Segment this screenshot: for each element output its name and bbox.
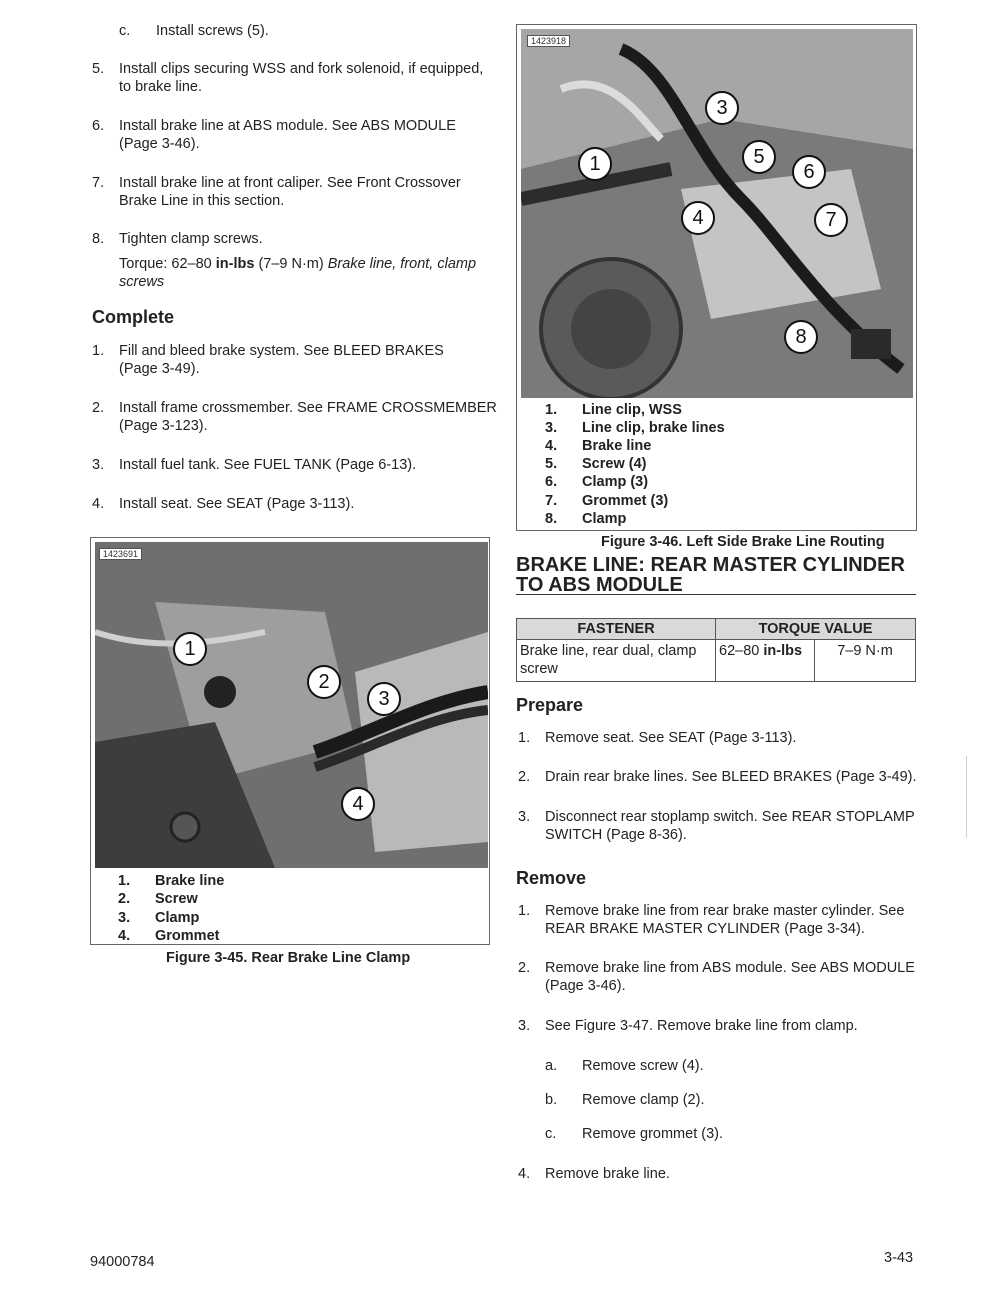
- callout-7: 7: [814, 203, 848, 237]
- substep-letter: a.: [545, 1058, 558, 1074]
- change-bar: [966, 756, 967, 838]
- page-number: 3-43: [884, 1250, 914, 1266]
- figure-id-tag: 1423918: [527, 35, 570, 47]
- substep-letter: c.: [545, 1126, 557, 1142]
- fastener-text: Brake line, rear dual, clamp: [520, 643, 697, 659]
- legend-number: 1.: [118, 873, 131, 889]
- step-number: 1.: [92, 343, 105, 359]
- callout-6: 6: [792, 155, 826, 189]
- rear-brake-line-clamp-photo: [95, 542, 488, 868]
- prepare-heading: Prepare: [516, 695, 584, 715]
- step-number: 6.: [92, 118, 105, 134]
- torque-description: Brake line, front, clamp: [327, 256, 477, 272]
- step-text: Remove brake line.: [545, 1166, 670, 1182]
- step-text: REAR BRAKE MASTER CYLINDER (Page 3-34).: [545, 921, 865, 937]
- figure-caption: Figure 3-45. Rear Brake Line Clamp: [166, 950, 411, 966]
- step-number: 1.: [518, 730, 531, 746]
- legend-text: Screw (4): [582, 456, 647, 472]
- step-number: 2.: [518, 960, 531, 976]
- left-side-brake-line-photo: [521, 29, 913, 398]
- step-text: Disconnect rear stoplamp switch. See REAR STOPLAMP: [545, 809, 915, 825]
- legend-text: Clamp: [155, 910, 200, 926]
- torque-spec: [119, 255, 476, 291]
- step-number: 4.: [92, 496, 105, 512]
- legend-number: 7.: [545, 493, 558, 509]
- step-text: Drain rear brake lines. See BLEED BRAKES (Page 3-49).: [545, 769, 917, 785]
- step-text: (Page 3-123).: [119, 418, 208, 434]
- step-number: 1.: [518, 903, 531, 919]
- substep-text: Install screws (5).: [156, 23, 269, 39]
- step-text: Brake Line in this section.: [119, 193, 285, 209]
- legend-number: 1.: [545, 402, 558, 418]
- remove-heading: Remove: [516, 868, 587, 888]
- inlbs-value: 62–80: [719, 643, 764, 659]
- step-number: 3.: [518, 809, 531, 825]
- callout-3: 3: [367, 682, 401, 716]
- step-text: Install frame crossmember. See FRAME CROSSMEMBER: [119, 400, 497, 416]
- callout-3: 3: [705, 91, 739, 125]
- section-title-line: BRAKE LINE: REAR MASTER CYLINDER: [516, 554, 905, 576]
- step-text: Install fuel tank. See FUEL TANK (Page 6-13).: [119, 457, 417, 473]
- callout-5: 5: [742, 140, 776, 174]
- step-text: Fill and bleed brake system. See BLEED BRAKES: [119, 343, 444, 359]
- substep-text: Remove clamp (2).: [582, 1092, 705, 1108]
- step-text: (Page 3-49).: [119, 361, 200, 377]
- figure-id-tag: 1423691: [99, 548, 142, 560]
- legend-number: 6.: [545, 474, 558, 490]
- step-number: 4.: [518, 1166, 531, 1182]
- legend-text: Line clip, WSS: [582, 402, 682, 418]
- figure-caption: Figure 3-46. Left Side Brake Line Routing: [601, 534, 885, 550]
- substep-text: Remove screw (4).: [582, 1058, 704, 1074]
- photo-illustration: [521, 29, 913, 398]
- legend-text: Clamp: [582, 511, 627, 527]
- inlbs-unit: in-lbs: [763, 643, 803, 659]
- legend-number: 8.: [545, 511, 558, 527]
- step-number: 5.: [92, 61, 105, 77]
- step-text: Install seat. See SEAT (Page 3-113).: [119, 496, 355, 512]
- step-number: 2.: [92, 400, 105, 416]
- step-text: SWITCH (Page 8-36).: [545, 827, 687, 843]
- callout-8: 8: [784, 320, 818, 354]
- step-number: 3.: [518, 1018, 531, 1034]
- callout-4: 4: [681, 201, 715, 235]
- substep-text: Remove grommet (3).: [582, 1126, 724, 1142]
- fastener-cell: [517, 640, 716, 682]
- callout-1: 1: [578, 147, 612, 181]
- legend-text: Grommet (3): [582, 493, 669, 509]
- callout-2: 2: [307, 665, 341, 699]
- inlbs-cell: [716, 640, 815, 682]
- step-text: Remove brake line from rear brake master cylinder. See: [545, 903, 905, 919]
- legend-text: Line clip, brake lines: [582, 420, 725, 436]
- torque-value-header: TORQUE VALUE: [716, 619, 916, 640]
- torque-prefix: Torque: 62–80: [119, 256, 216, 272]
- callout-1: 1: [173, 632, 207, 666]
- legend-number: 3.: [545, 420, 558, 436]
- complete-heading: Complete: [92, 307, 175, 327]
- photo-illustration: [95, 542, 488, 868]
- torque-table: [516, 618, 916, 682]
- nm-cell: 7–9 N·m: [815, 640, 916, 682]
- step-number: 3.: [92, 457, 105, 473]
- step-number: 2.: [518, 769, 531, 785]
- torque-unit: in-lbs: [215, 256, 255, 272]
- document-number: 94000784: [90, 1254, 155, 1270]
- step-text: to brake line.: [119, 79, 203, 95]
- section-title: [516, 555, 916, 595]
- step-text: Tighten clamp screws.: [119, 231, 263, 247]
- legend-number: 4.: [545, 438, 558, 454]
- step-number: 8.: [92, 231, 105, 247]
- legend-number: 5.: [545, 456, 558, 472]
- legend-text: Brake line: [582, 438, 652, 454]
- legend-text: Grommet: [155, 928, 220, 944]
- legend-number: 3.: [118, 910, 131, 926]
- fastener-text: screw: [520, 661, 558, 677]
- torque-metric: (7–9 N·m): [254, 256, 328, 272]
- step-number: 7.: [92, 175, 105, 191]
- substep-letter: b.: [545, 1092, 558, 1108]
- step-text: See Figure 3-47. Remove brake line from clamp.: [545, 1018, 858, 1034]
- step-text: Remove seat. See SEAT (Page 3-113).: [545, 730, 797, 746]
- callout-4: 4: [341, 787, 375, 821]
- step-text: Install brake line at front caliper. See Front Crossover: [119, 175, 461, 191]
- step-text: Install clips securing WSS and fork solenoid, if equipped,: [119, 61, 484, 77]
- legend-text: Screw: [155, 891, 198, 907]
- step-text: (Page 3-46).: [545, 978, 626, 994]
- substep-letter: c.: [119, 23, 131, 39]
- step-text: Install brake line at ABS module. See ABS MODULE: [119, 118, 456, 134]
- torque-description: screws: [119, 274, 165, 290]
- fastener-header: FASTENER: [517, 619, 716, 640]
- legend-number: 4.: [118, 928, 131, 944]
- step-text: Remove brake line from ABS module. See ABS MODULE: [545, 960, 915, 976]
- legend-number: 2.: [118, 891, 131, 907]
- section-title-line: TO ABS MODULE: [516, 574, 683, 596]
- section-title-rule: [516, 594, 916, 595]
- legend-text: Brake line: [155, 873, 225, 889]
- step-text: (Page 3-46).: [119, 136, 200, 152]
- legend-text: Clamp (3): [582, 474, 649, 490]
